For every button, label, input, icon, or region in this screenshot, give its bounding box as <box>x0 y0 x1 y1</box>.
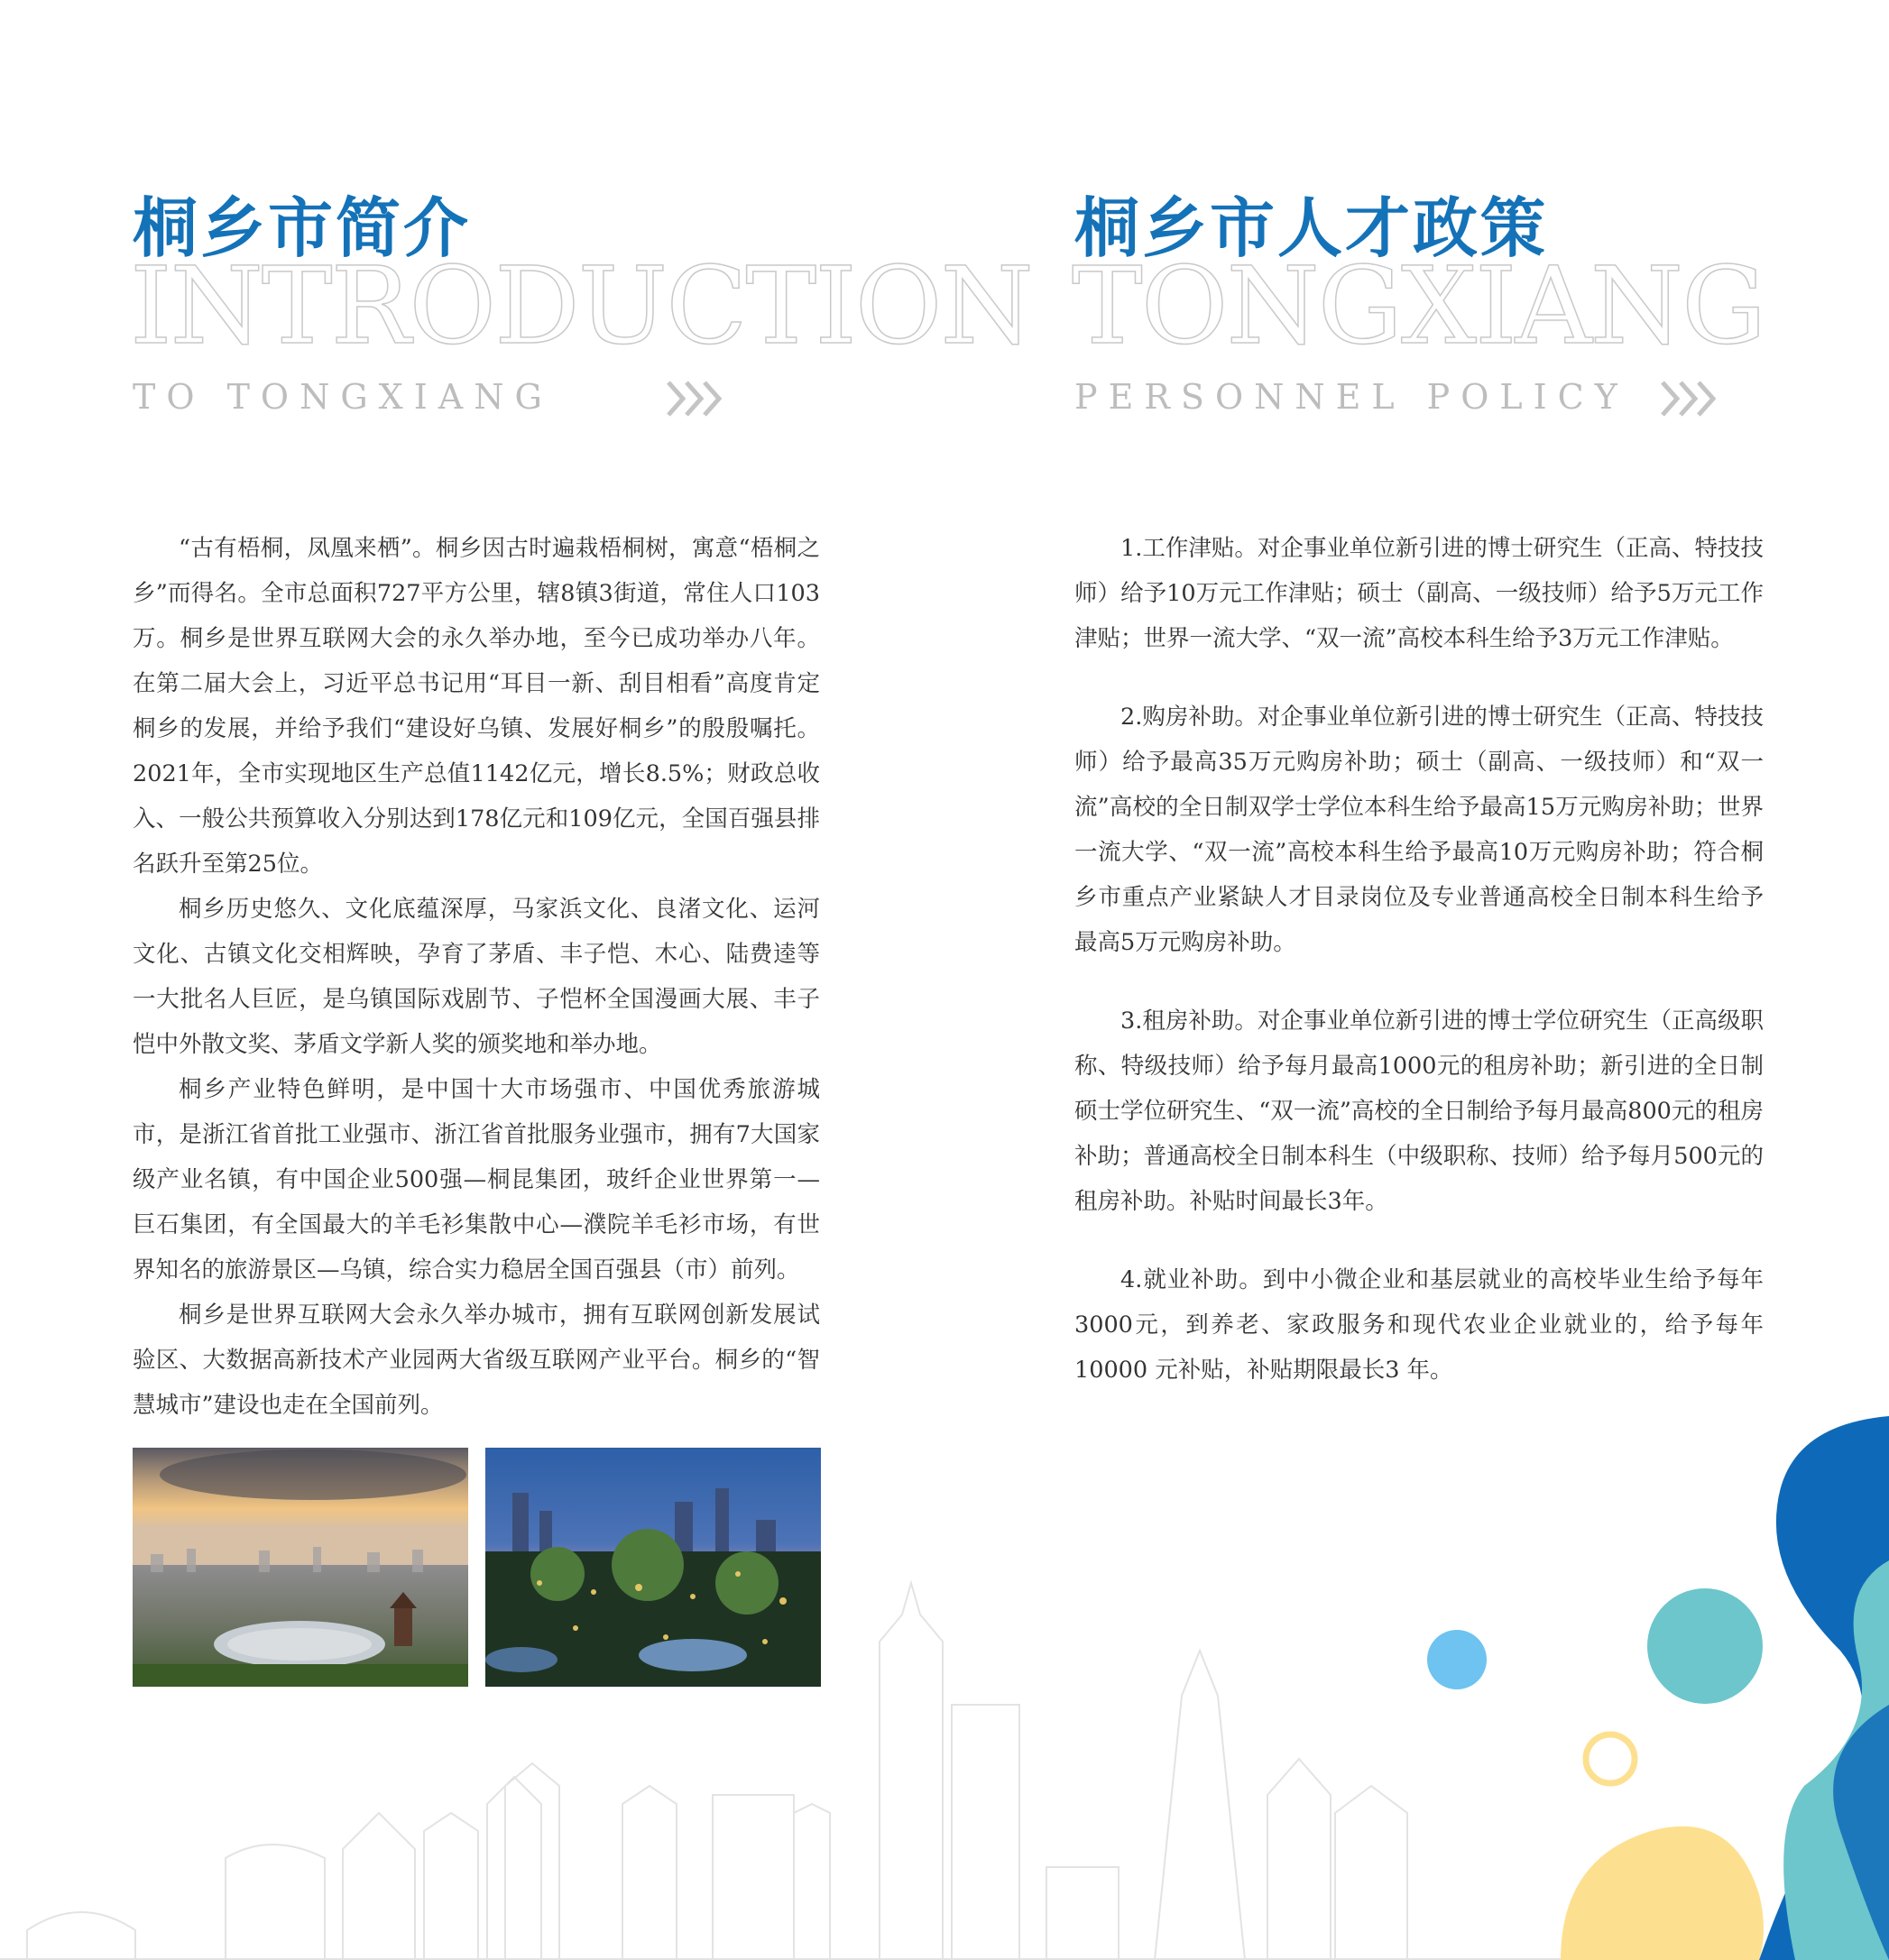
intro-title-english-outline: INTRODUCTION <box>130 244 1032 368</box>
policy-item: 2.购房补助。对企事业单位新引进的博士研究生（正高、特技技师）给予最高35万元购房补助；硕士（副高、一级技师）和“双一流”高校的全日制双学士学位本科生给予最高15万元购房补助；世界一流大学、“双一流”高校本科生给予最高10万元购房补助；符合桐乡市重点产业紧缺人才目录岗位及专业普通高校全日制本科生给予最高5万元购房补助。 <box>1074 704 1764 956</box>
policy-item: 1.工作津贴。对企事业单位新引进的博士研究生（正高、特技技师）给予10万元工作津贴；硕士（副高、一级技师）给予5万元工作津贴；世界一流大学、“双一流”高校本科生给予3万元工作津贴。 <box>1074 535 1764 652</box>
intro-subtitle: TO TONGXIANG <box>133 377 553 417</box>
triple-chevron-icon <box>1659 379 1722 419</box>
policy-subtitle: PERSONNEL POLICY <box>1074 377 1628 417</box>
policy-body <box>1074 526 1764 1426</box>
decorative-blobs <box>1407 1407 1889 1960</box>
policy-item: 3.租房补助。对企事业单位新引进的博士学位研究生（正高级职称、特级技师）给予每月最高1000元的租房补助；新引进的全日制硕士学位研究生、“双一流”高校的全日制给予每月最高800元的租房补助；普通高校全日制本科生（中级职称、技师）给予每月500元的租房补助。补贴时间最长3年。 <box>1074 1008 1764 1215</box>
policy-item: 4.就业补助。到中小微企业和基层就业的高校毕业生给予每年3000元，到养老、家政服务和现代农业企业就业的，给予每年 10000 元补贴，补贴期限最长3 年。 <box>1074 1266 1764 1384</box>
intro-paragraph: 桐乡产业特色鲜明，是中国十大市场强市、中国优秀旅游城市，是浙江省首批工业强市、浙江省首批服务业强市，拥有7大国家级产业名镇，有中国企业500强—桐昆集团，玻纤企业世界第一—巨石集团，有全国最大的羊毛衫集散中心—濮院羊毛衫市场，有世界知名的旅游景区—乌镇，综合实力稳居全国百强县（市）前列。 <box>133 1076 820 1284</box>
policy-title-english-outline: TONGXIANG <box>1072 244 1765 368</box>
intro-body <box>133 526 820 1428</box>
intro-paragraph: 桐乡历史悠久、文化底蕴深厚，马家浜文化、良渚文化、运河文化、古镇文化交相辉映，孕育了茅盾、丰子恺、木心、陆费逵等一大批名人巨匠，是乌镇国际戏剧节、子恺杯全国漫画大展、丰子恺中外散文奖、茅盾文学新人奖的颁奖地和举办地。 <box>133 896 820 1058</box>
intro-title: 桐乡市简介 <box>133 190 472 266</box>
policy-title: 桐乡市人才政策 <box>1074 190 1549 266</box>
intro-paragraph: 桐乡是世界互联网大会永久举办城市，拥有互联网创新发展试验区、大数据高新技术产业园两大省级互联网产业平台。桐乡的“智慧城市”建设也走在全国前列。 <box>133 1302 820 1419</box>
triple-chevron-icon <box>665 379 728 419</box>
intro-paragraph: “古有梧桐，凤凰来栖”。桐乡因古时遍栽梧桐树，寓意“梧桐之乡”而得名。全市总面积727平方公里，辖8镇3街道，常住人口103万。桐乡是世界互联网大会的永久举办地，至今已成功举办八年。在第二届大会上，习近平总书记用“耳目一新、刮目相看”高度肯定桐乡的发展，并给予我们“建设好乌镇、发展好桐乡”的殷殷嘱托。2021年，全市实现地区生产总值1142亿元，增长8.5%；财政总收入、一般公共预算收入分别达到178亿元和109亿元，全国百强县排名跃升至第25位。 <box>133 535 820 878</box>
